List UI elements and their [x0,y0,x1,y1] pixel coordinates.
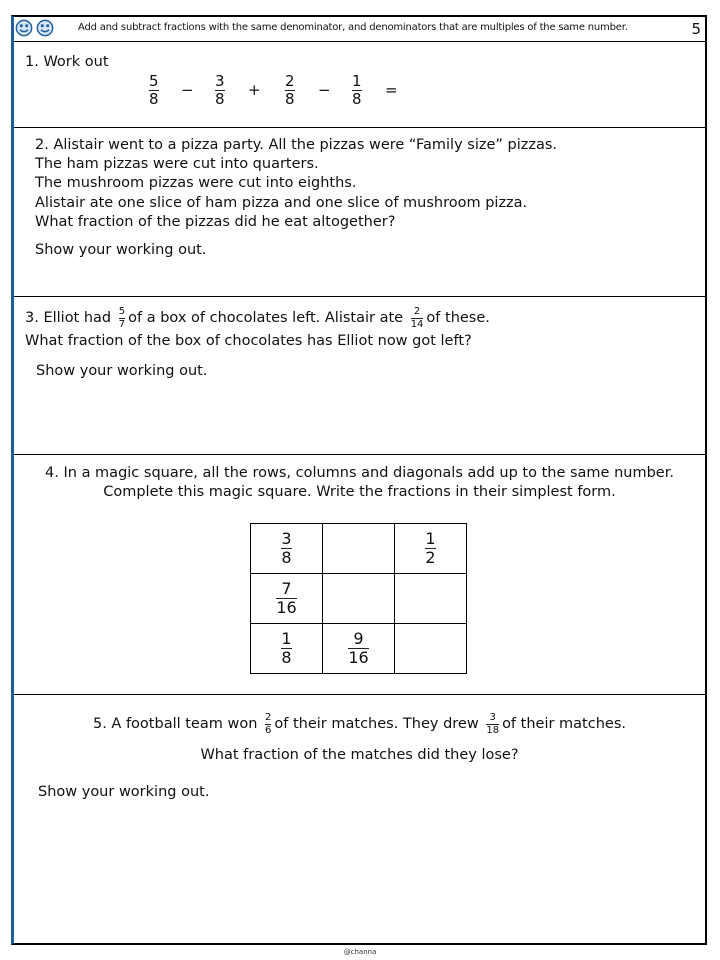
magic-square [250,523,467,674]
q5-text: of their matches. [502,716,626,732]
fraction-denominator: 14 [410,318,424,330]
cell-fraction [281,630,291,668]
fraction-numerator: 2 [285,72,295,90]
q3-line1 [25,303,490,333]
q3-text: 3. Elliot had [25,310,112,326]
q1-operator: − [318,81,331,99]
fraction-denominator: 16 [348,648,369,667]
q5-fraction [265,712,271,736]
smiley-icon [15,19,33,37]
fraction-denominator: 7 [118,318,126,330]
fraction-numerator: 5 [149,72,159,90]
fraction-denominator: 6 [265,724,272,736]
fraction-numerator: 2 [265,712,272,723]
magic-square-empty-cell[interactable] [395,574,467,624]
fraction-numerator: 2 [413,306,421,317]
q5-text: 5. A football team won [92,716,258,732]
fraction-numerator: 3 [281,528,292,548]
q1-fraction [215,73,225,109]
magic-square-cell [323,624,395,674]
fraction-numerator: 3 [215,72,225,90]
fraction-denominator: 8 [285,90,295,109]
magic-square-row [251,574,467,624]
q1-operator: + [248,81,261,99]
q5-text: of their matches. They drew [274,716,479,732]
magic-square-row [251,624,467,674]
header-title: Add and subtract fractions with the same denominator, and denominators that are multiples of the same number. [78,22,628,33]
fraction-denominator: 8 [149,90,159,109]
q5-fraction [486,712,499,736]
q2-line: The ham pizzas were cut into quarters. [35,156,319,172]
q1-fraction [352,73,362,109]
cell-fraction [348,630,368,668]
q2-line: What fraction of the pizzas did he eat altogether? [35,214,396,230]
fraction-denominator: 18 [486,724,500,736]
fraction-denominator: 8 [215,90,225,109]
footer-credit: @channa [343,948,377,956]
q1-operator: = [385,81,398,99]
fraction-numerator: 1 [425,528,436,548]
magic-square-row [251,524,467,574]
magic-square-empty-cell[interactable] [395,624,467,674]
q2-line: 2. Alistair went to a pizza party. All the pizzas were “Family size” pizzas. [35,137,558,153]
worksheet [11,15,707,945]
q2-line: The mushroom pizzas were cut into eighths. [35,175,357,191]
fraction-numerator: 7 [281,578,292,598]
q3-fraction [411,306,424,330]
fraction-numerator: 1 [352,72,362,90]
q2-line: Alistair ate one slice of ham pizza and one slice of mushroom pizza. [35,195,528,211]
fraction-denominator: 8 [281,648,292,667]
q5-line1 [14,709,705,739]
q3-line2: What fraction of the box of chocolates has Elliot now got left? [25,333,472,349]
header-bar [14,17,705,42]
q4-line1: 4. In a magic square, all the rows, columns and diagonals add up to the same number. [45,465,674,481]
q2-working-prompt: Show your working out. [35,242,207,258]
fraction-numerator: 5 [118,306,126,317]
magic-square-empty-cell[interactable] [323,574,395,624]
fraction-numerator: 9 [353,628,364,648]
magic-square-cell [251,624,323,674]
q4-line2: Complete this magic square. Write the fractions in their simplest form. [103,484,616,500]
q3-fraction [119,306,125,330]
fraction-denominator: 16 [276,598,297,617]
page-number: 5 [691,20,701,38]
magic-square-empty-cell[interactable] [323,524,395,574]
q3-text: of a box of chocolates left. Alistair ate [128,310,404,326]
q1-prefix: 1. Work out [25,54,109,70]
q1-fraction [285,73,295,109]
q3-working-prompt: Show your working out. [36,363,208,379]
cell-fraction [276,580,296,618]
magic-square-cell [395,524,467,574]
q5-working-prompt: Show your working out. [38,784,210,800]
q1-operator: − [181,81,194,99]
fraction-denominator: 8 [352,90,362,109]
q1-fraction [149,73,159,109]
fraction-numerator: 1 [281,628,292,648]
magic-square-cell [251,524,323,574]
cell-fraction [281,530,291,568]
q5-line2: What fraction of the matches did they lose? [200,747,519,763]
magic-square-cell [251,574,323,624]
fraction-numerator: 3 [489,712,496,723]
cell-fraction [425,530,435,568]
fraction-denominator: 8 [281,548,292,567]
q3-text: of these. [426,310,490,326]
fraction-denominator: 2 [425,548,436,567]
smiley-icon [36,19,54,37]
